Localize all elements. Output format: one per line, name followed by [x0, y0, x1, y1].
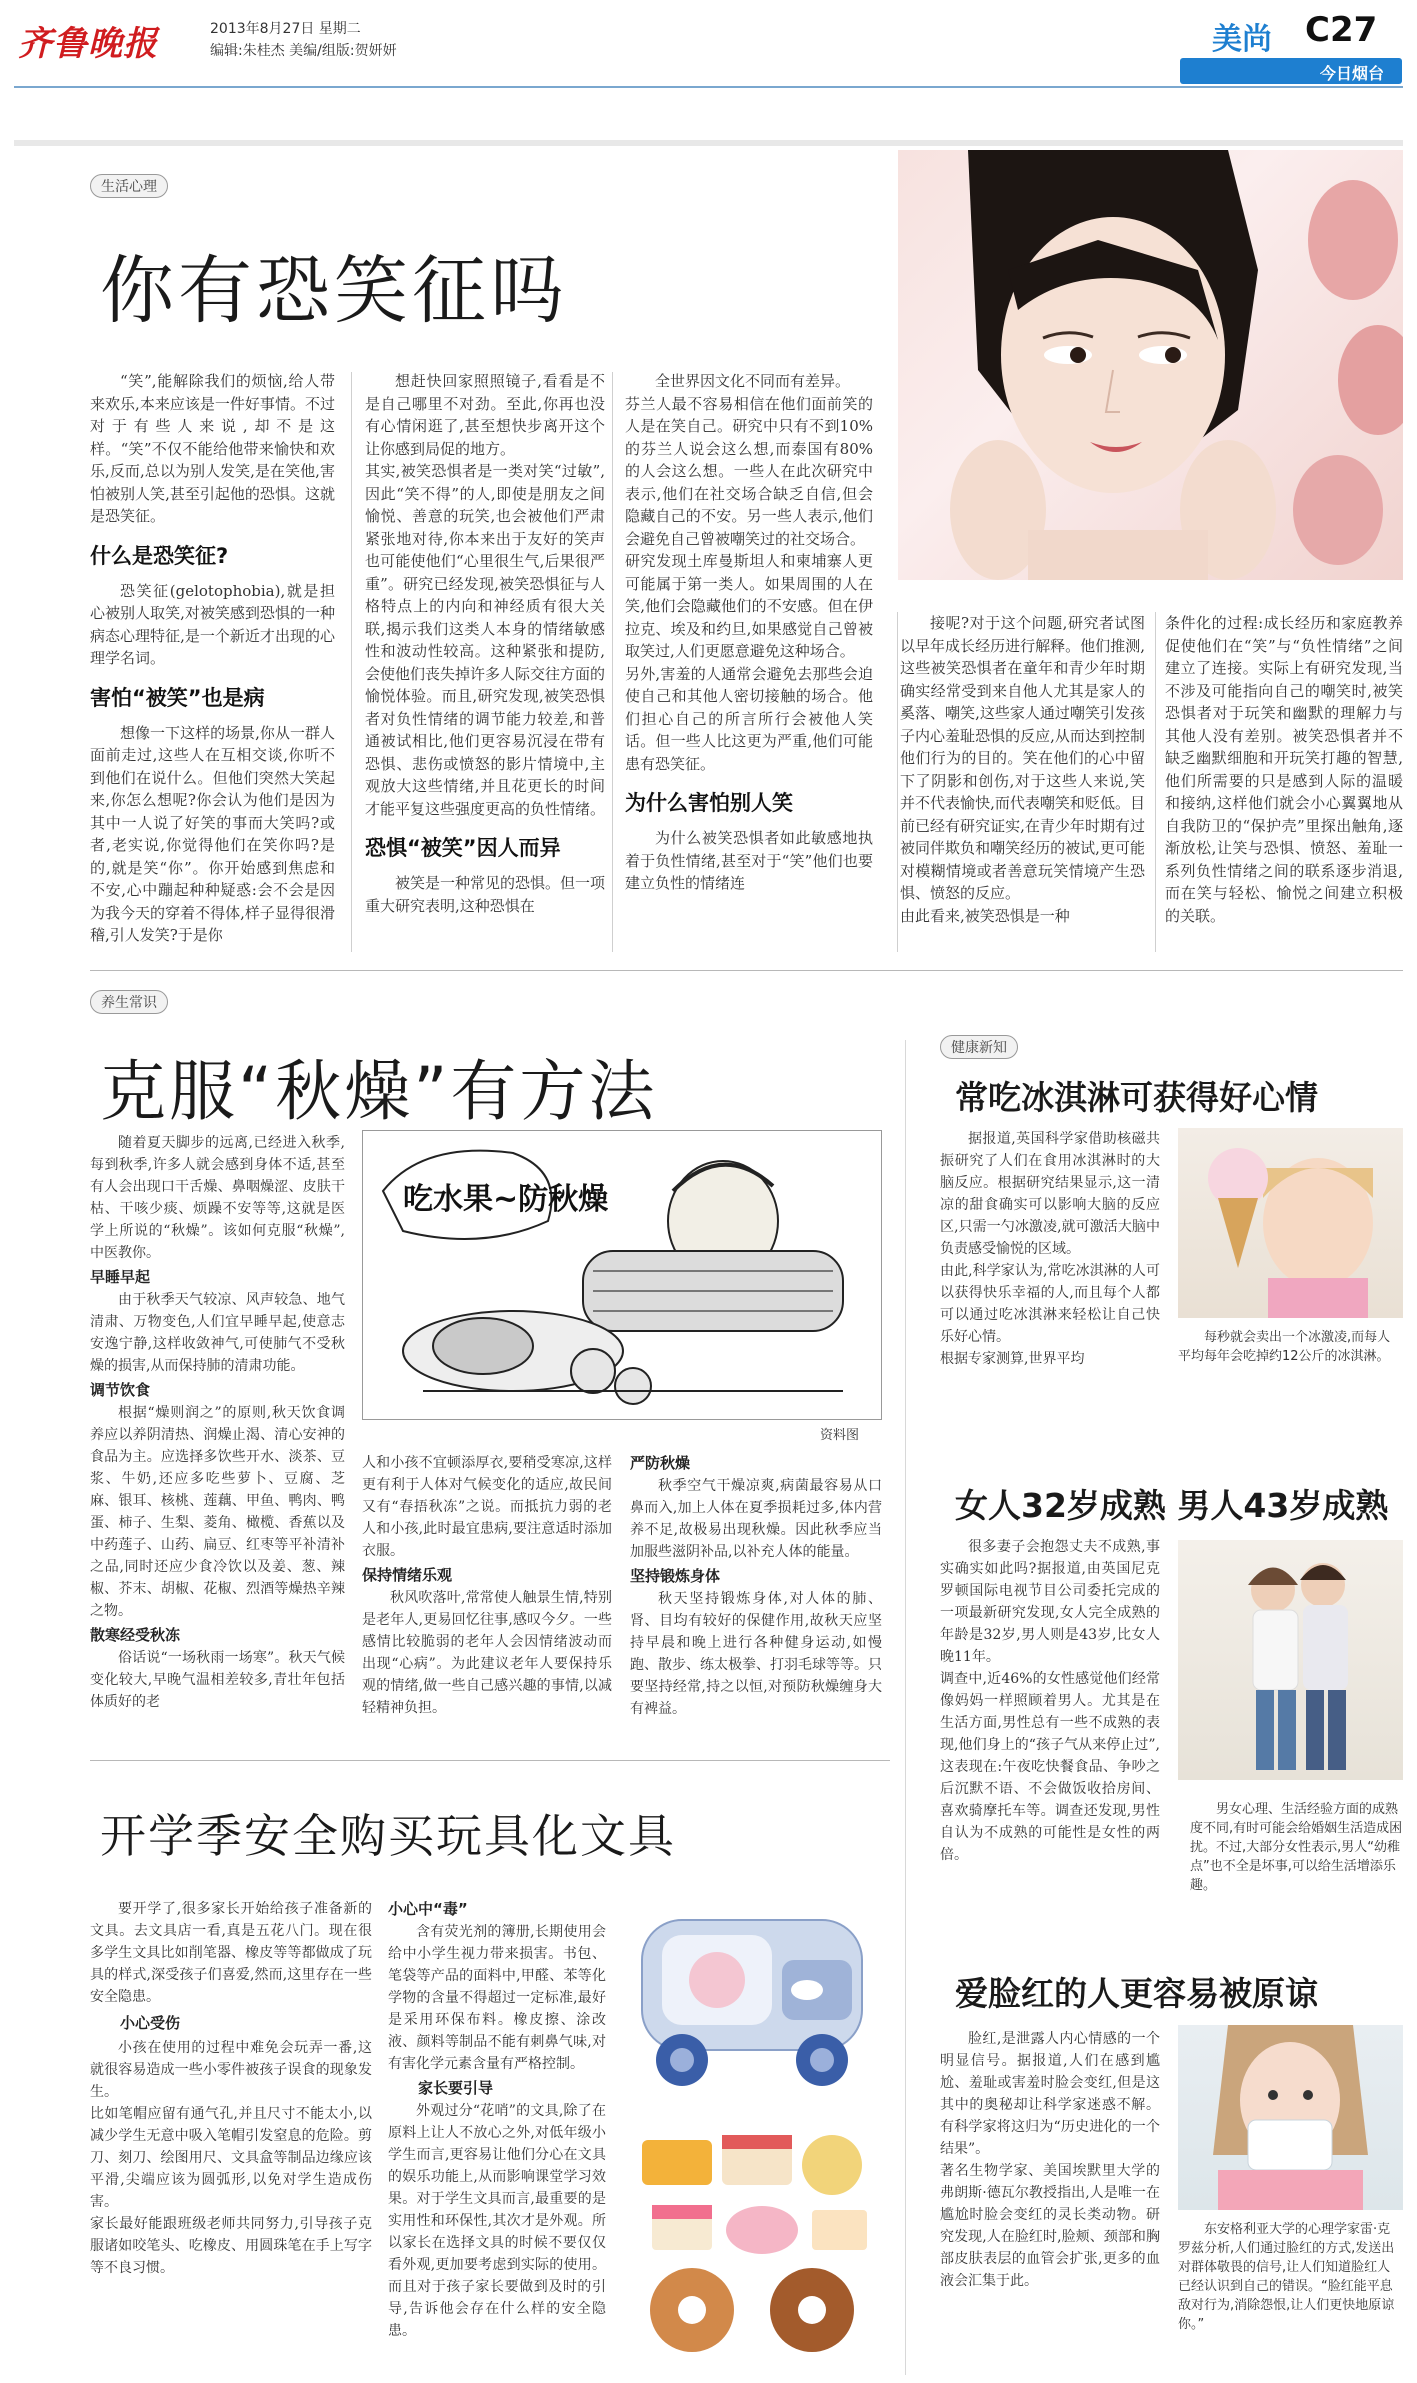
- col-rule: [612, 372, 613, 952]
- paragraph: 含有荧光剂的簿册,长期使用会给中小学生视力带来损害。书包、笔袋等产品的面料中,甲醛、苯等化学物的含量不得超过一定标准,最好是采用环保布料。橡皮擦、涂改液、颜料等制品不能有刺鼻气味,对有害化学元素含量有严格控制。: [388, 1924, 606, 2072]
- paragraph: 恐笑征(gelotophobia),就是担心被别人取笑,对被笑感到恐惧的一种病态心理特征,是一个新近才出现的心理学名词。: [90, 581, 335, 667]
- subheading: 害怕“被笑”也是病: [90, 685, 265, 710]
- subheading: 坚持锻炼身体: [630, 1567, 721, 1585]
- paragraph: 脸红,是泄露人内心情感的一个明显信号。据报道,人们在感到尴尬、羞耻或害羞时脸会变红,但是这其中的奥秘却让科学家迷惑不解。有科学家将这归为“历史进化的一个结果”。 著名生物学家、美国埃默里大学的弗朗斯·德瓦尔教授指出,人是唯一在尴尬时脸会变红的灵长类动物。研究发现,人在脸红时,脸颊、颈部和胸部皮肤表层的血管会扩张,更多的血液会汇集于此。: [940, 2031, 1160, 2289]
- photo-car-sharpener: [622, 1900, 882, 2100]
- subheading: 严防秋燥: [630, 1454, 691, 1472]
- sidebar-col: [940, 2028, 1160, 2292]
- subheading: 散寒经受秋冻: [90, 1626, 181, 1644]
- caption-blush: [1178, 2220, 1403, 2334]
- photo-caption: 东安格利亚大学的心理学家雷·克罗兹分析,人们通过脸红的方式,发送出对群体敬畏的信号,让人们知道脸红人已经认识到自己的错误。“脸红能平息敌对行为,消除怨恨,让人们更快地原谅你。”: [1178, 2222, 1395, 2332]
- editor-credits: 编辑:朱桂杰 美编/组版:贺妍妍: [210, 43, 397, 59]
- paragraph: 条件化的过程:成长经历和家庭教养促使他们在“笑”与“负性情绪”之间建立了连接。实际上有研究发现,当不涉及可能指向自己的嘲笑时,被笑恐惧者对于玩笑和幽默的理解力与其他人没有差别。被笑恐惧者并不缺乏幽默细胞和开玩笑打趣的智慧,他们所需要的只是感到人际的温暖和接纳,这样他们就会小心翼翼地从自我防卫的“保护壳”里探出触角,逐渐放松,让笑与恐惧、愤怒、羞耻一系列负性情绪之间的联系逐步消退,而在笑与轻松、愉悦之间建立积极的关联。: [1165, 614, 1403, 925]
- masthead-logo: 齐鲁晚报: [18, 24, 158, 64]
- photo-girl-icecream: [1178, 1128, 1403, 1318]
- banner-today-yantai: [1180, 58, 1402, 84]
- issue-date: 2013年8月27日 星期二: [210, 21, 361, 37]
- paragraph: 人和小孩不宜顿添厚衣,要稍受寒凉,这样更有利于人体对气候变化的适应,故民间又有“春捂秋冻”之说。而抵抗力弱的老人和小孩,此时最宜患病,要注意适时添加衣服。: [362, 1455, 612, 1559]
- col-rule: [351, 372, 352, 952]
- subheading: 什么是恐笑征?: [90, 543, 229, 568]
- paragraph: 随着夏天脚步的远离,已经进入秋季,每到秋季,许多人就会感到身体不适,甚至有人会出现口干舌燥、鼻咽燥涩、皮肤干枯、干咳少痰、烦躁不安等等,这就是医学上所说的“秋燥”。该如何克服“秋燥”,中医教你。: [90, 1135, 345, 1261]
- subheading: 调节饮食: [90, 1381, 151, 1399]
- paragraph: 小孩在使用的过程中难免会玩弄一番,这就很容易造成一些小零件被孩子误食的现象发生。 比如笔帽应留有通气孔,并且尺寸不能太小,以减少学生无意中吸入笔帽引发窒息的危险。剪刀、刻刀、绘图用尺、文具盒等制品边缘应该平滑,尖端应该为圆弧形,以免对学生造成伤害。 家长最好能跟班级老师共同努力,引导孩子克服诸如咬笔头、吃橡皮、用圆珠笔在手上写字等不良习惯。: [90, 2040, 372, 2276]
- headline-autumn-dryness: 克服“秋燥”有方法: [100, 1053, 658, 1130]
- col-c: [630, 1452, 882, 1720]
- caption-icecream: [1178, 1328, 1403, 1366]
- headline-laughter-phobia: 你有恐笑征吗: [100, 248, 568, 334]
- headline-school-supplies: 开学季安全购买玩具化文具: [100, 1809, 676, 1863]
- col-e: [388, 1898, 606, 2342]
- paragraph: 俗话说“一场秋雨一场寒”。秋天气候变化较大,早晚气温相差较多,青壮年包括体质好的老: [90, 1650, 345, 1710]
- image-credit: 资料图: [820, 1428, 860, 1443]
- paragraph: 全世界因文化不同而有差异。 芬兰人最不容易相信在他们面前笑的人是在笑自己。研究中只有不到10%的芬兰人说会这么想,而泰国有80%的人会这么想。一些人在此次研究中表示,他们在社交场合缺乏自信,但会隐藏自己的不安。另一些人表示,他们会避免自己曾被嘲笑过的社交场合。 研究发现土库曼斯坦人和柬埔寨人更可能属于第一类人。如果周围的人在笑,他们会隐藏他们的不安感。但在伊拉克、埃及和约旦,如果感觉自己曾被取笑过,人们更愿意避免这种场合。 另外,害羞的人通常会避免去那些会迫使自己和其他人密切接触的场合。他们担心自己的所言所行会被他人笑话。但一些人比这更为严重,他们可能患有恐笑征。: [625, 372, 873, 773]
- paragraph: 秋风吹落叶,常常使人触景生情,特别是老年人,更易回忆往事,感叹今夕。一些感情比较脆弱的老年人会因情绪波动而出现“心病”。为此建议老年人要保持乐观的情绪,做一些自己感兴趣的事情,以减轻精神负担。: [362, 1590, 612, 1716]
- col-rule: [1155, 612, 1156, 952]
- headline-blushing: 爱脸红的人更容易被原谅: [955, 1974, 1318, 2013]
- col-2: [365, 370, 605, 917]
- paragraph: 据报道,英国科学家借助核磁共振研究了人们在食用冰淇淋时的大脑反应。根据研究结果显示,这一清凉的甜食确实可以影响大脑的反应区,只需一勺冰激凌,就可激活大脑中负责感受愉悦的区域。 由此,科学家认为,常吃冰淇淋的人可以获得快乐幸福的人,而且每个人都可以通过吃冰淇淋来轻松让自己快乐好心情。 根据专家测算,世界平均: [940, 1131, 1160, 1367]
- paragraph: 很多妻子会抱怨丈夫不成熟,事实确实如此吗?据报道,由英国尼克罗顿国际电视节目公司委托完成的一项最新研究发现,女人完全成熟的年龄是32岁,男人则是43岁,比女人晚11年。 调查中,近46%的女性感觉他们经常像妈妈一样照顾着男人。尤其是在生活方面,男性总有一些不成熟的表现,他们身上的“孩子气从来停止过”,这表现在:午夜吃快餐食品、争吵之后沉默不语、不会做饭收拾房间、喜欢骑摩托车等。调查还发现,男性自认为不成熟的可能性是女性的两倍。: [940, 1539, 1160, 1863]
- subheading: 为什么害怕别人笑: [625, 791, 793, 815]
- paragraph: 由于秋季天气较凉、风声较急、地气清肃、万物变色,人们宜早睡早起,使意志安逸宁静,这样收敛神气,可使肺气不受秋燥的损害,从而保持肺的清肃功能。: [90, 1292, 345, 1374]
- photo-girl-blush: [1178, 2025, 1403, 2210]
- header-rule: [14, 86, 1403, 88]
- section-name: 美尚: [1212, 22, 1272, 57]
- sidebar-col: [940, 1536, 1160, 1866]
- col-4: [900, 612, 1145, 927]
- subheading: 小心受伤: [120, 2014, 181, 2032]
- photo-food-erasers: [622, 2120, 882, 2370]
- paragraph: 想像一下这样的场景,你从一群人面前走过,这些人在互相交谈,你听不到他们在说什么。但他们突然大笑起来,你怎么想呢?你会认为他们是因为其中一人说了好笑的事而大笑吗?或者,老实说,你觉得他们在笑你吗?是的,就是笑“你”。你开始感到焦虑和不安,心中蹦起种种疑惑:会不会是因为我今天的穿着不得体,样子显得很滑稽,引人发笑?于是你: [90, 723, 335, 944]
- sidebar-col: [940, 1128, 1160, 1370]
- tag-health-tips: [90, 990, 168, 1014]
- tag-label: 养生常识: [90, 990, 168, 1014]
- photo-woman: [898, 150, 1403, 580]
- headline-icecream: 常吃冰淇淋可获得好心情: [955, 1078, 1318, 1117]
- col-d: [90, 1898, 372, 2279]
- paragraph: 秋季空气干燥凉爽,病菌最容易从口鼻而入,加上人体在夏季损耗过多,体内营养不足,故极易出现秋燥。因此秋季应当加服些滋阴补品,以补充人体的能量。: [630, 1478, 882, 1560]
- header-rule-2: [14, 140, 1403, 146]
- paragraph: 为什么被笑恐惧者如此敏感地执着于负性情绪,甚至对于“笑”他们也要建立负性的情绪连: [625, 829, 873, 892]
- subheading: 小心中“毒”: [388, 1900, 468, 1918]
- sidebar-rule: [905, 1040, 906, 2375]
- section-rule: [90, 970, 1403, 971]
- paragraph: 要开学了,很多家长开始给孩子准备新的文具。去文具店一看,真是五花八门。现在很多学生文具比如削笔器、橡皮等等都做成了玩具的样式,深受孩子们喜爱,然而,这里存在一些安全隐患。: [90, 1901, 372, 2005]
- paragraph: 根据“燥则润之”的原则,秋天饮食调养应以养阴清热、润燥止渴、清心安神的食品为主。应选择多饮些开水、淡茶、豆浆、牛奶,还应多吃些萝卜、豆腐、芝麻、银耳、核桃、莲藕、甲鱼、鸭肉、鸭蛋、柿子、生梨、菱角、橄榄、香蕉以及中药莲子、山药、扁豆、红枣等平补清补之品,同时还应少食冷饮以及姜、葱、辣椒、芥末、胡椒、花椒、烈酒等燥热辛辣之物。: [90, 1405, 345, 1619]
- paragraph: 接呢?对于这个问题,研究者试图以早年成长经历进行解释。他们推测,这些被笑恐惧者在童年和青少年时期确实经常受到来自他人尤其是家人的奚落、嘲笑,这些家人通过嘲笑引发孩子内心羞耻恐惧的反应,从而达到控制他们行为的目的。笑在他们的心中留下了阴影和创伤,对于这些人来说,笑并不代表愉快,而代表嘲笑和贬低。目前已经有研究证实,在青少年时期有过被同伴欺负和嘲笑经历的被试,更可能对模糊情境或者善意玩笑情境产生恐惧、愤怒的反应。 由此看来,被笑恐惧是一种: [900, 614, 1145, 925]
- photo-caption: 男女心理、生活经验方面的成熟度不同,有时可能会给婚姻生活造成困扰。不过,大部分女性表示,男人“幼稚点”也不全是坏事,可以给生活增添乐趣。: [1190, 1802, 1403, 1893]
- paragraph: 秋天坚持锻炼身体,对人体的肺、肾、目均有较好的保健作用,故秋天应坚持早晨和晚上进行各种健身运动,如慢跑、散步、练太极拳、打羽毛球等等。只要坚持经常,持之以恒,对预防秋燥缠身大有裨益。: [630, 1591, 882, 1717]
- tag-label: 生活心理: [90, 174, 168, 198]
- paragraph: 想赶快回家照照镜子,看看是不是自己哪里不对劲。至此,你再也没有心情闲逛了,甚至想快步离开这个让你感到局促的地方。 其实,被笑恐惧者是一类对笑“过敏”,因此“笑不得”的人,即使是朋友之间愉悦、善意的玩笑,也会被他们严肃紧张地对待,你本来出于友好的笑声也可能使他们“心里很生气,后果很严重”。研究已经发现,被笑恐惧征与人格特点上的内向和神经质有很大关联,揭示我们这类人本身的情绪敏感性和波动性较高。这种紧张和提防,会使他们丧失掉许多人际交往方面的愉悦体验。而且,研究发现,被笑恐惧者对负性情绪的调节能力较差,和普通被试相比,他们更容易沉浸在带有恐惧、悲伤或愤怒的影片情境中,主观放大这些情绪,并且花更长的时间才能平复这些强度更高的负性情绪。: [365, 372, 606, 818]
- paragraph: “笑”,能解除我们的烦恼,给人带来欢乐,本来应该是一件好事情。不过对于有些人来说,却不是这样。“笑”不仅不能给他带来愉快和欢乐,反而,总以为别人发笑,是在笑他,害怕被别人笑,甚至引起他的恐惧。这就是恐笑征。: [90, 372, 335, 525]
- headline-maturity: 女人32岁成熟 男人43岁成熟: [955, 1486, 1389, 1525]
- subheading: 家长要引导: [418, 2079, 494, 2097]
- tag-label: 健康新知: [940, 1035, 1018, 1059]
- subheading: 保持情绪乐观: [362, 1566, 453, 1584]
- paragraph: 外观过分“花哨”的文具,除了在原料上让人不放心之外,对低年级小学生而言,更容易让他们分心在文具的娱乐功能上,从而影响课堂学习效果。对于学生文具而言,最重要的是实用性和环保性,其次才是外观。所以家长在选择文具的时候不要仅仅看外观,更加要考虑到实际的使用。而且对于孩子家长要做到及时的引导,告诉他会存在什么样的安全隐患。: [388, 2103, 606, 2339]
- tag-health-news: [940, 1035, 1018, 1059]
- col-b: [362, 1452, 612, 1719]
- col-3: [625, 370, 873, 895]
- photo-caption: 每秒就会卖出一个冰激凌,而每人平均每年会吃掉约12公斤的冰淇淋。: [1178, 1330, 1391, 1364]
- col-5: [1165, 612, 1403, 927]
- caption-couple: [1190, 1800, 1403, 1895]
- paragraph: 被笑是一种常见的恐惧。但一项重大研究表明,这种恐惧在: [365, 874, 606, 915]
- page-number: C27: [1305, 10, 1378, 50]
- col-a: [90, 1132, 345, 1713]
- subheading: 恐惧“被笑”因人而异: [365, 836, 561, 860]
- cartoon-caption: 吃水果~防秋燥: [403, 1182, 609, 1217]
- subheading: 早睡早起: [90, 1268, 151, 1286]
- cartoon-illustration: [362, 1130, 882, 1420]
- tag-life-psychology: [90, 174, 168, 198]
- banner-label: 今日烟台: [1319, 64, 1384, 83]
- photo-couple: [1178, 1540, 1403, 1780]
- col-rule: [897, 612, 898, 952]
- section-rule: [90, 1760, 890, 1761]
- col-1: [90, 370, 335, 947]
